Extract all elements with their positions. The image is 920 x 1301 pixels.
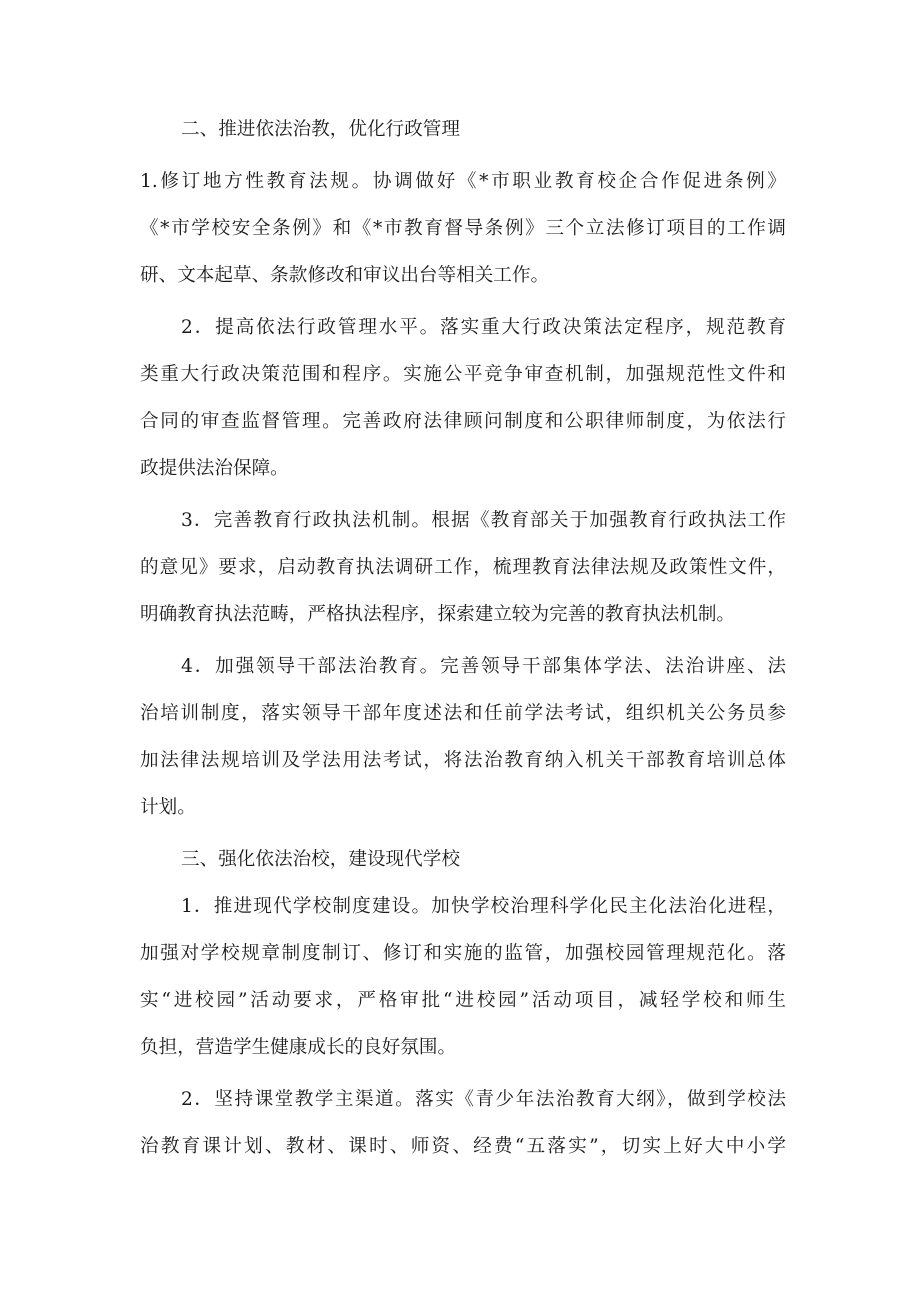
paragraph-line: 计划。 — [140, 797, 196, 818]
paragraph-line: 2．坚持课堂教学主渠道。落实《青少年法治教育大纲》，做到学校法 — [181, 1089, 786, 1110]
paragraph-line: 的意见》要求，启动教育执法调研工作，梳理教育法律法规及政策性文件， — [140, 557, 786, 578]
paragraph-line: 加法律法规培训及学法用法考试，将法治教育纳入机关干部教育培训总体 — [140, 750, 786, 771]
paragraph-line: 1．推进现代学校制度建设。加快学校治理科学化民主化法治化进程， — [181, 896, 786, 917]
paragraph-line: 类重大行政决策范围和程序。实施公平竞争审查机制，加强规范性文件和 — [140, 364, 786, 385]
paragraph-line: 3．完善教育行政执法机制。根据《教育部关于加强教育行政执法工作 — [181, 510, 786, 531]
paragraph-line: 实“进校园”活动要求，严格审批“进校园”活动项目，减轻学校和师生 — [140, 990, 786, 1011]
section-heading: 二、推进依法治教，优化行政管理 — [181, 119, 460, 140]
paragraph-line: 4．加强领导干部法治教育。完善领导干部集体学法、法治讲座、法 — [181, 656, 786, 677]
paragraph-line: 负担，营造学生健康成长的良好氛围。 — [140, 1037, 457, 1058]
paragraph-line: 加强对学校规章制度制订、修订和实施的监管，加强校园管理规范化。落 — [140, 943, 786, 964]
paragraph-line: 研、文本起草、条款修改和审议出台等相关工作。 — [140, 265, 550, 286]
paragraph-line: 2．提高依法行政管理水平。落实重大行政决策法定程序，规范教育 — [181, 317, 786, 338]
paragraph-line: 合同的审查监督管理。完善政府法律顾问制度和公职律师制度，为依法行 — [140, 411, 786, 432]
paragraph-line: 《*市学校安全条例》和《*市教育督导条例》三个立法修订项目的工作调 — [140, 218, 786, 239]
paragraph-line: 政提供法治保障。 — [140, 458, 289, 479]
paragraph-line: 明确教育执法范畴，严格执法程序，探索建立较为完善的教育执法机制。 — [140, 604, 736, 625]
paragraph-line: 1.修订地方性教育法规。协调做好《*市职业教育校企合作促进条例》 — [140, 171, 786, 192]
paragraph-line: 治教育课计划、教材、课时、师资、经费“五落实”，切实上好大中小学 — [140, 1136, 786, 1157]
paragraph-line: 治培训制度，落实领导干部年度述法和任前学法考试，组织机关公务员参 — [140, 703, 786, 724]
section-heading: 三、强化依法治校，建设现代学校 — [181, 849, 460, 870]
